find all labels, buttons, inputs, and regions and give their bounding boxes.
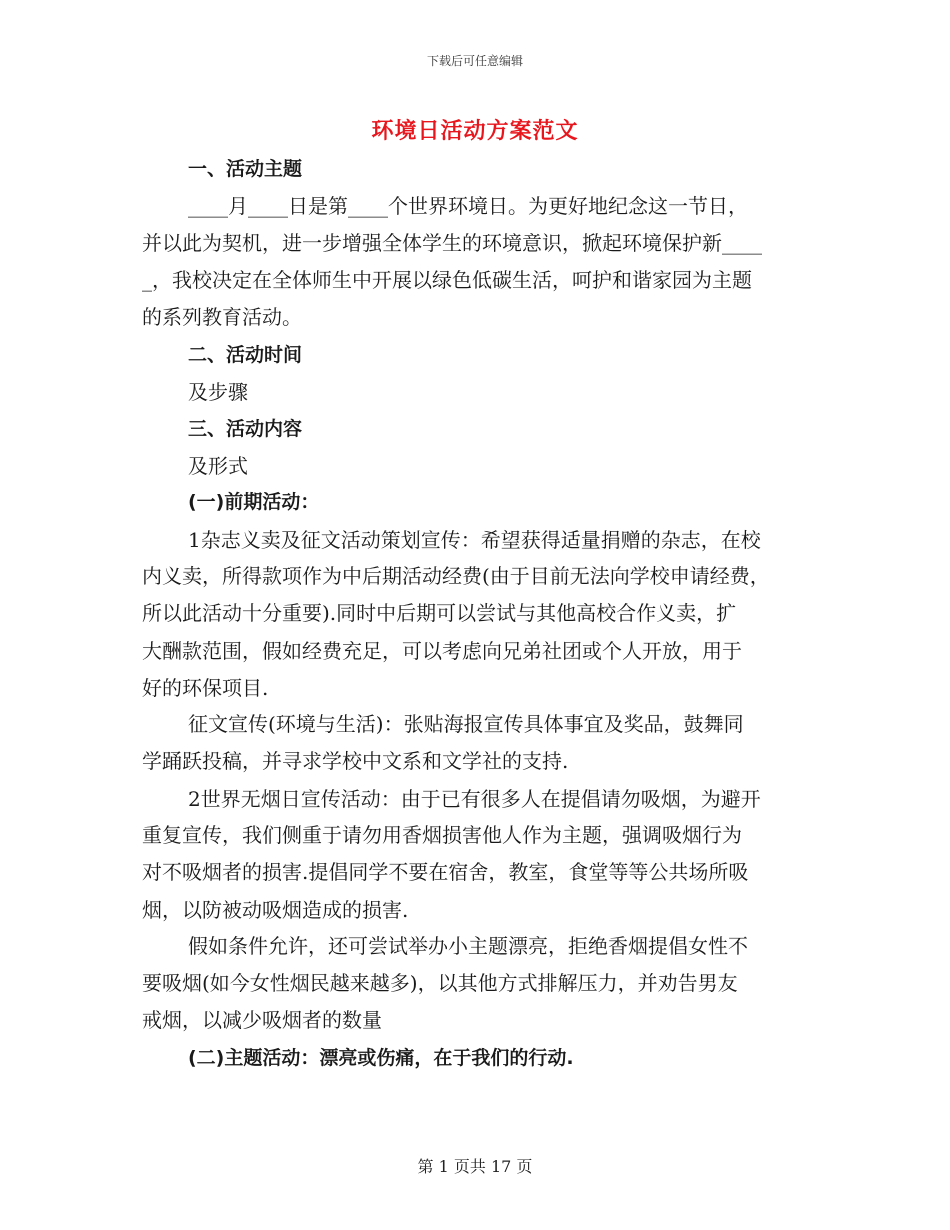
page-footer: 第 1 页共 17 页 [417,1157,533,1176]
paragraph-line: _，我校决定在全体师生中开展以绿色低碳生活，呵护和谐家园为主题 [142,268,752,292]
section-heading-time: 二、活动时间 [188,344,303,366]
section-heading-content: 三、活动内容 [188,418,303,440]
paragraph-line: 假如条件允许，还可尝试举办小主题漂亮，拒绝香烟提倡女性不 [188,934,748,958]
paragraph-line: 学踊跃投稿，并寻求学校中文系和文学社的支持. [142,749,569,773]
paragraph-line: 大酬款范围，假如经费充足，可以考虑向兄弟社团或个人开放，用于 [142,639,742,663]
paragraph-line: 并以此为契机，进一步增强全体学生的环境意识，掀起环境保护新____ [142,231,762,255]
paragraph-line: 及步骤 [188,380,248,404]
paragraph-line: 及形式 [188,454,248,478]
paragraph-line: 戒烟，以减少吸烟者的数量 [142,1008,382,1032]
paragraph-line: 内义卖，所得款项作为中后期活动经费(由于目前无法向学校申请经费， [142,564,770,588]
paragraph-line: 的系列教育活动。 [142,305,302,329]
paragraph-line: 对不吸烟者的损害.提倡同学不要在宿舍，教室，食堂等等公共场所吸 [142,860,749,884]
subsection-heading-early: (一)前期活动： [188,491,320,513]
paragraph-line: 好的环保项目. [142,676,269,700]
subsection-heading-main: (二)主题活动：漂亮或伤痛，在于我们的行动. [188,1047,574,1069]
paragraph-line: 1杂志义卖及征文活动策划宣传：希望获得适量捐赠的杂志，在校 [188,528,761,552]
paragraph-line: 重复宣传，我们侧重于请勿用香烟损害他人作为主题，强调吸烟行为 [142,823,742,847]
document-title: 环境日活动方案范文 [371,118,579,144]
paragraph-line: 要吸烟(如今女性烟民越来越多)，以其他方式排解压力，并劝告男友 [142,971,738,995]
paragraph-line: 所以此活动十分重要).同时中后期可以尝试与其他高校合作义卖，扩 [142,601,737,625]
paragraph-line: 烟，以防被动吸烟造成的损害. [142,898,409,922]
header-note: 下载后可任意编辑 [426,54,523,68]
paragraph-line: 2世界无烟日宣传活动：由于已有很多人在提倡请勿吸烟，为避开 [188,787,761,811]
paragraph-line: 征文宣传(环境与生活)：张贴海报宣传具体事宜及奖品，鼓舞同 [188,712,744,736]
section-heading-theme: 一、活动主题 [188,158,303,180]
paragraph-line: ____月____日是第____个世界环境日。为更好地纪念这一节日， [188,194,748,218]
